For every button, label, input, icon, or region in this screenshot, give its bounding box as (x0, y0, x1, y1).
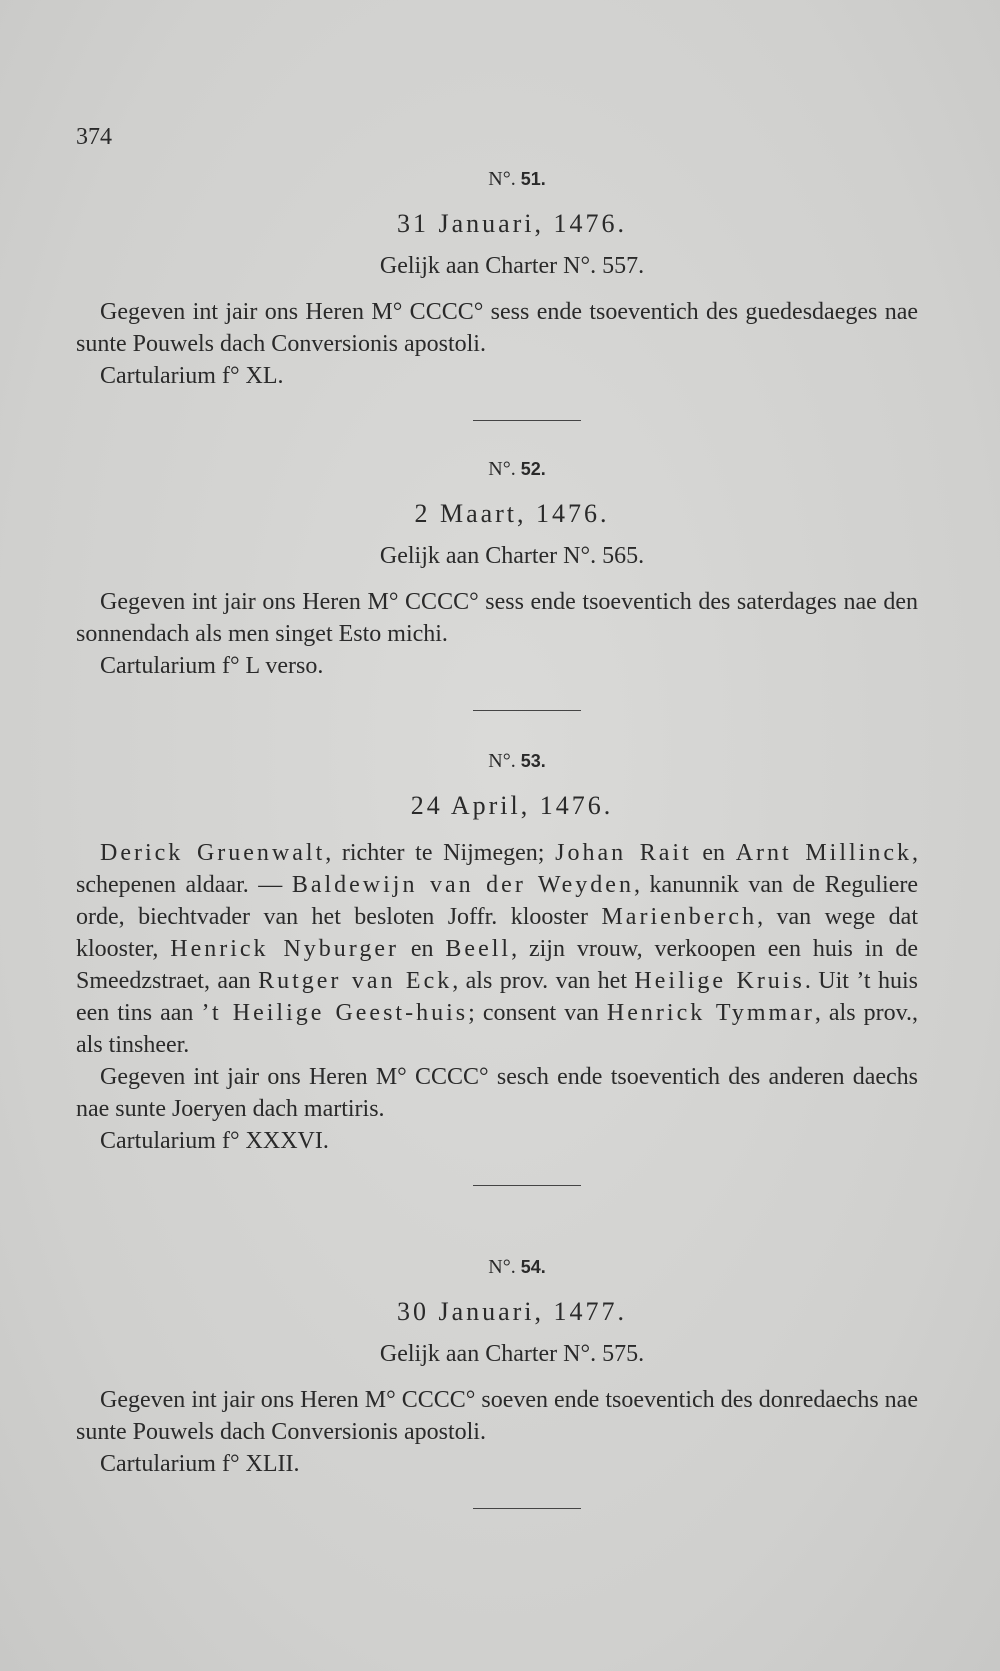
cartularium-reference: Cartularium f° XL. (100, 363, 284, 389)
entry-date: 24 April, 1476. (410, 791, 614, 820)
entry-text (76, 1384, 918, 1448)
entry-text (76, 296, 918, 360)
spaced-name: Johan Rait (555, 840, 692, 866)
entry-text (76, 586, 918, 650)
charter-reference: Gelijk aan Charter N°. 575. (379, 1341, 645, 1367)
separator-rule (473, 420, 581, 421)
entry-date: 31 Januari, 1476. (396, 209, 628, 238)
text-run: , als prov. van het (452, 968, 635, 994)
entry-date: 2 Maart, 1476. (414, 499, 610, 528)
entry-paragraph-dating: Gegeven int jair ons Heren M° CCCC° sesch ende tsoeventich des anderen daechs nae sunte Joeryen dach martiris. (76, 1064, 918, 1122)
number-value: 52. (520, 459, 546, 479)
number-value: 54. (520, 1257, 546, 1277)
spaced-name: Marienberch (601, 904, 758, 930)
text-run: , richter te Nijmegen; (325, 840, 556, 866)
text-run: . Uit ’t huis een tins aan (76, 968, 918, 1026)
spaced-name: Heilige Kruis (634, 968, 805, 994)
spaced-name: Beell (445, 936, 512, 962)
spaced-name: Arnt Millinck (735, 840, 913, 866)
number-prefix: N°. (488, 458, 516, 480)
text-run: , als prov., als tinsheer. (76, 1000, 919, 1058)
text-run: en (398, 936, 446, 962)
charter-reference: Gelijk aan Charter N°. 565. (379, 543, 645, 569)
separator-rule (473, 1508, 581, 1509)
number-prefix: N°. (488, 168, 516, 190)
entry-paragraph: Gegeven int jair ons Heren M° CCCC° sess ende tsoeventich des guedesdaeges nae sunte Pouwels dach Conversionis apostoli. (76, 299, 918, 357)
charter-reference: Gelijk aan Charter N°. 557. (379, 253, 645, 279)
entry-53 (76, 750, 918, 1186)
entry-text (76, 837, 918, 1125)
number-value: 51. (520, 169, 546, 189)
page-number: 374 (76, 124, 112, 150)
number-value: 53. (520, 751, 546, 771)
text-run: , kanunnik van de Reguliere orde, biechtvader van het besloten Joffr. klooster (76, 872, 918, 930)
cartularium-reference: Cartularium f° XLII. (100, 1451, 300, 1477)
entry-number (116, 1256, 918, 1279)
entry-date: 30 Januari, 1477. (396, 1297, 628, 1326)
entry-number (116, 168, 918, 191)
number-prefix: N°. (488, 1256, 516, 1278)
text-run: , schepenen aldaar. — (76, 840, 919, 898)
entry-51 (76, 168, 918, 421)
spaced-name: Rutger van Eck (258, 968, 453, 994)
entry-52 (76, 458, 918, 711)
separator-rule (473, 710, 581, 711)
number-prefix: N°. (488, 750, 516, 772)
spaced-name: Henrick Nyburger (170, 936, 399, 962)
spaced-name: ’t Heilige Geest-huis (201, 1000, 469, 1026)
separator-rule (473, 1185, 581, 1186)
spaced-name: Derick Gruenwalt (100, 840, 326, 866)
cartularium-reference: Cartularium f° L verso. (100, 653, 324, 679)
entry-paragraph: Gegeven int jair ons Heren M° CCCC° soeven ende tsoeventich des donredaechs nae sunte Pouwels dach Conversionis apostoli. (76, 1387, 918, 1445)
text-run: en (691, 840, 736, 866)
entry-number (116, 750, 918, 773)
spaced-name: Baldewijn van der Weyden (291, 872, 634, 898)
entry-54 (76, 1256, 918, 1509)
entry-paragraph (76, 837, 918, 1061)
text-run: , zijn vrouw, verkoopen een huis in de Smeedzstraet, aan (76, 936, 918, 994)
entry-number (116, 458, 918, 481)
entry-paragraph: Gegeven int jair ons Heren M° CCCC° sess ende tsoeventich des saterdages nae den sonnendach als men singet Esto michi. (76, 589, 918, 647)
cartularium-reference: Cartularium f° XXXVI. (100, 1128, 329, 1154)
text-run: , van wege dat klooster, (76, 904, 918, 962)
spaced-name: Henrick Tymmar (606, 1000, 815, 1026)
text-run: ; consent van (468, 1000, 607, 1026)
